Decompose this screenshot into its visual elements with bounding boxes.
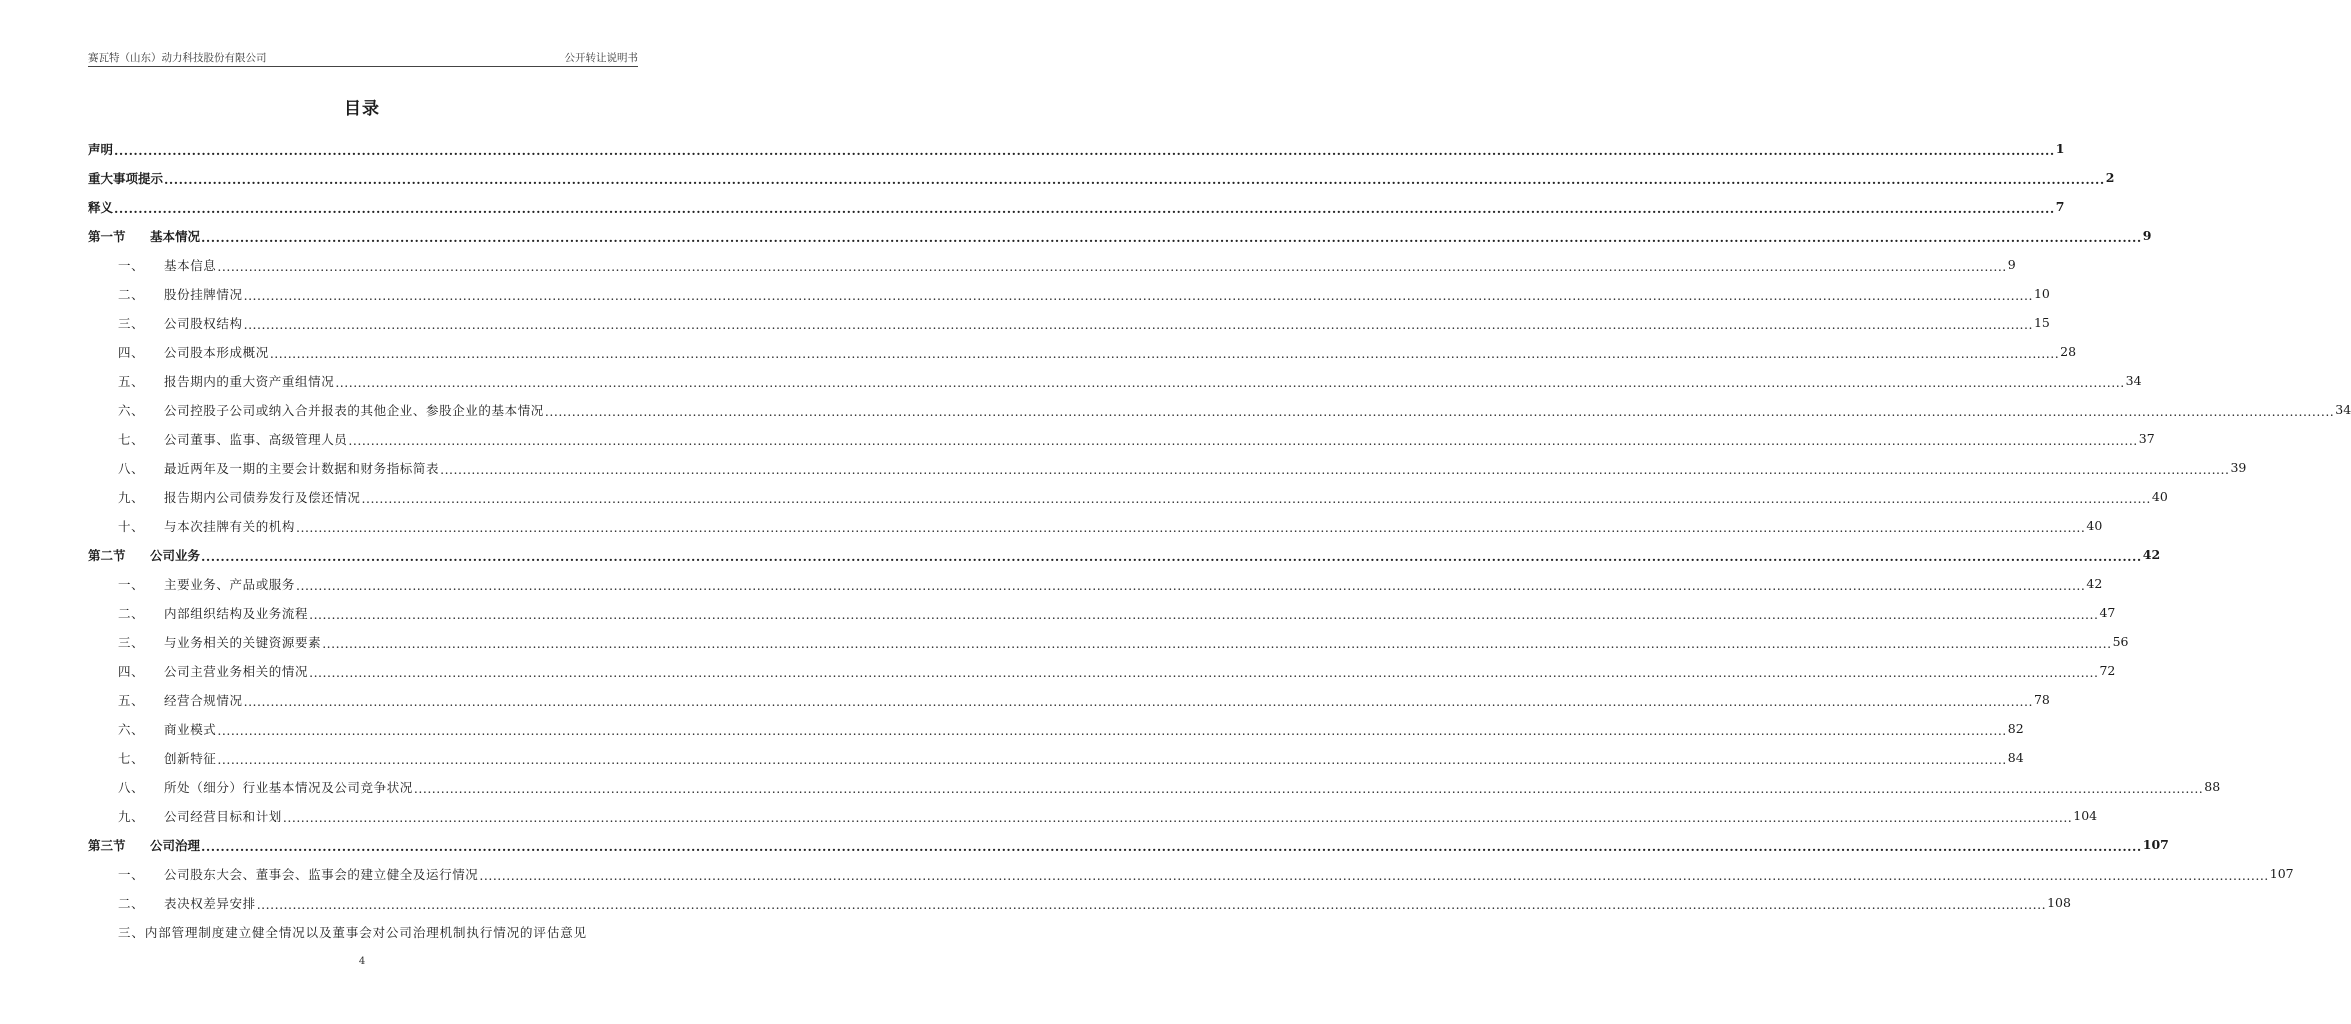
toc-entry-page: 82 bbox=[2007, 721, 2024, 736]
toc-entry[interactable] bbox=[88, 192, 2065, 221]
toc-entry-page: 56 bbox=[2112, 634, 2129, 649]
toc-entry-title: 商业模式 bbox=[164, 721, 217, 737]
toc-entry-page: 40 bbox=[2086, 518, 2103, 533]
toc-entry[interactable] bbox=[88, 424, 2155, 453]
toc-entry-page: 28 bbox=[2060, 344, 2077, 359]
toc-entry-title: 公司经营目标和计划 bbox=[164, 808, 282, 824]
toc-entry-number: 三、 bbox=[118, 315, 145, 331]
toc-entry-number: 二、 bbox=[118, 895, 145, 911]
toc-entry-number: 八、 bbox=[118, 460, 145, 476]
toc-entry-page: 34 bbox=[2335, 402, 2351, 417]
toc-entry-title: 公司业务 bbox=[150, 547, 201, 563]
toc-entry-number: 第三节 bbox=[88, 837, 126, 853]
toc-entry-number: 二、 bbox=[118, 286, 145, 302]
dot-leader: ................................................................................................................................................................................................................................................................................................................................................................................................................ bbox=[164, 172, 2105, 187]
toc-entry[interactable] bbox=[88, 859, 2294, 888]
toc-entry[interactable] bbox=[88, 569, 2103, 598]
toc-entry[interactable] bbox=[88, 482, 2168, 511]
dot-leader: ................................................................................................................................................................................................................................................................................................................................................................................................................ bbox=[269, 346, 2060, 361]
dot-leader: ................................................................................................................................................................................................................................................................................................................................................................................................................ bbox=[544, 404, 2335, 419]
toc-entry-title: 股份挂牌情况 bbox=[164, 286, 243, 302]
toc-entry-number: 三、 bbox=[118, 634, 145, 650]
toc-entry-page: 34 bbox=[2125, 373, 2142, 388]
toc-entry[interactable] bbox=[88, 250, 2016, 279]
dot-leader: ................................................................................................................................................................................................................................................................................................................................................................................................................ bbox=[348, 433, 2138, 448]
dot-leader: ................................................................................................................................................................................................................................................................................................................................................................................................................ bbox=[335, 375, 2125, 390]
toc-entry[interactable] bbox=[88, 511, 2103, 540]
dot-leader: ................................................................................................................................................................................................................................................................................................................................................................................................................ bbox=[217, 752, 2007, 767]
toc-entry-title: 公司主营业务相关的情况 bbox=[164, 663, 309, 679]
toc-entry-number: 一、 bbox=[118, 257, 145, 273]
toc-entry[interactable] bbox=[88, 540, 2161, 569]
toc-entry[interactable] bbox=[88, 743, 2024, 772]
toc-entry-number: 第一节 bbox=[88, 228, 126, 244]
toc-entry-page: 78 bbox=[2033, 692, 2050, 707]
dot-leader: ................................................................................................................................................................................................................................................................................................................................................................................................................ bbox=[361, 491, 2151, 506]
toc-entry-page: 47 bbox=[2099, 605, 2116, 620]
toc-entry-page: 88 bbox=[2204, 779, 2221, 794]
dot-leader: ................................................................................................................................................................................................................................................................................................................................................................................................................ bbox=[309, 607, 2099, 622]
toc-entry-title: 内部组织结构及业务流程 bbox=[164, 605, 309, 621]
toc-entry-title: 内部管理制度建立健全情况以及董事会对公司治理机制执行情况的评估意见 bbox=[144, 924, 588, 940]
toc-entry-title: 重大事项提示 bbox=[88, 170, 164, 186]
table-of-contents bbox=[88, 134, 2351, 946]
toc-entry-number: 五、 bbox=[118, 692, 145, 708]
toc-entry[interactable] bbox=[88, 801, 2098, 830]
toc-entry-page: 9 bbox=[2142, 228, 2152, 243]
dot-leader: ................................................................................................................................................................................................................................................................................................................................................................................................................ bbox=[413, 781, 2204, 796]
toc-entry-number: 四、 bbox=[118, 344, 145, 360]
dot-leader: ................................................................................................................................................................................................................................................................................................................................................................................................................ bbox=[282, 810, 2073, 825]
toc-entry-number: 八、 bbox=[118, 779, 145, 795]
dot-leader: ................................................................................................................................................................................................................................................................................................................................................................................................................ bbox=[114, 143, 2055, 158]
toc-entry-page: 37 bbox=[2138, 431, 2155, 446]
toc-entry-title: 创新特征 bbox=[164, 750, 217, 766]
toc-entry-title: 公司股东大会、董事会、监事会的建立健全及运行情况 bbox=[164, 866, 479, 882]
toc-entry-number: 一、 bbox=[118, 866, 145, 882]
toc-entry-number: 九、 bbox=[118, 489, 145, 505]
toc-entry-number: 七、 bbox=[118, 431, 145, 447]
page-number: 4 bbox=[358, 956, 366, 967]
dot-leader: ................................................................................................................................................................................................................................................................................................................................................................................................................ bbox=[296, 520, 2086, 535]
toc-entry-page: 108 bbox=[2047, 895, 2071, 910]
toc-entry-page: 42 bbox=[2086, 576, 2103, 591]
dot-leader: ................................................................................................................................................................................................................................................................................................................................................................................................................ bbox=[243, 317, 2033, 332]
toc-entry-page: 107 bbox=[2269, 866, 2294, 881]
toc-entry-title: 最近两年及一期的主要会计数据和财务指标简表 bbox=[164, 460, 440, 476]
toc-entry-page: 84 bbox=[2007, 750, 2024, 765]
toc-entry[interactable] bbox=[88, 714, 2024, 743]
toc-entry[interactable] bbox=[88, 395, 2351, 424]
toc-entry-page: 40 bbox=[2151, 489, 2168, 504]
dot-leader: ................................................................................................................................................................................................................................................................................................................................................................................................................ bbox=[114, 201, 2055, 216]
toc-entry-number: 七、 bbox=[118, 750, 145, 766]
toc-entry[interactable] bbox=[88, 337, 2077, 366]
toc-entry-number: 十、 bbox=[118, 518, 145, 534]
toc-entry-page: 104 bbox=[2073, 808, 2098, 823]
dot-leader: ................................................................................................................................................................................................................................................................................................................................................................................................................ bbox=[217, 723, 2007, 738]
dot-leader: ................................................................................................................................................................................................................................................................................................................................................................................................................ bbox=[440, 462, 2230, 477]
dot-leader: ................................................................................................................................................................................................................................................................................................................................................................................................................ bbox=[322, 636, 2112, 651]
toc-entry[interactable] bbox=[88, 366, 2142, 395]
toc-entry-title: 与本次挂牌有关的机构 bbox=[164, 518, 296, 534]
toc-entry-title: 所处（细分）行业基本情况及公司竞争状况 bbox=[164, 779, 413, 795]
toc-entry-page: 9 bbox=[2007, 257, 2016, 272]
toc-entry-title: 释义 bbox=[88, 199, 114, 215]
toc-entry[interactable] bbox=[88, 627, 2129, 656]
dot-leader: ................................................................................................................................................................................................................................................................................................................................................................................................................ bbox=[296, 578, 2086, 593]
toc-entry-page: 39 bbox=[2230, 460, 2247, 475]
dot-leader: ................................................................................................................................................................................................................................................................................................................................................................................................................ bbox=[201, 230, 2142, 245]
toc-entry-page: 2 bbox=[2105, 170, 2115, 185]
dot-leader: ................................................................................................................................................................................................................................................................................................................................................................................................................ bbox=[309, 665, 2099, 680]
toc-entry-title: 基本情况 bbox=[150, 228, 201, 244]
running-header bbox=[88, 46, 638, 67]
toc-entry-number: 五、 bbox=[118, 373, 145, 389]
dot-leader: ................................................................................................................................................................................................................................................................................................................................................................................................................ bbox=[256, 897, 2047, 912]
toc-entry[interactable] bbox=[88, 279, 2050, 308]
toc-entry-title: 报告期内的重大资产重组情况 bbox=[164, 373, 335, 389]
toc-entry-title: 与业务相关的关键资源要素 bbox=[164, 634, 322, 650]
toc-entry-page: 42 bbox=[2142, 547, 2161, 562]
toc-entry-number: 一、 bbox=[118, 576, 145, 592]
toc-entry-page: 72 bbox=[2099, 663, 2116, 678]
toc-entry[interactable] bbox=[88, 163, 2115, 192]
toc-entry-page: 1 bbox=[2055, 141, 2065, 156]
page-title: 目录 bbox=[344, 99, 380, 119]
toc-entry-number: 第二节 bbox=[88, 547, 126, 563]
toc-entry[interactable] bbox=[88, 685, 2050, 714]
toc-entry[interactable] bbox=[88, 598, 2116, 627]
toc-entry-page: 15 bbox=[2033, 315, 2050, 330]
toc-entry[interactable] bbox=[88, 134, 2065, 163]
toc-entry-title: 公司股本形成概况 bbox=[164, 344, 269, 360]
toc-entry-title: 公司董事、监事、高级管理人员 bbox=[164, 431, 348, 447]
company-name: 赛瓦特（山东）动力科技股份有限公司 bbox=[88, 52, 267, 64]
toc-entry-title: 公司治理 bbox=[150, 837, 201, 853]
dot-leader: ................................................................................................................................................................................................................................................................................................................................................................................................................ bbox=[243, 288, 2033, 303]
toc-entry-number: 九、 bbox=[118, 808, 145, 824]
toc-entry-number: 四、 bbox=[118, 663, 145, 679]
toc-entry[interactable] bbox=[88, 656, 2116, 685]
dot-leader: ................................................................................................................................................................................................................................................................................................................................................................................................................ bbox=[201, 839, 2142, 854]
toc-entry[interactable] bbox=[88, 917, 638, 946]
toc-entry[interactable] bbox=[88, 453, 2247, 482]
toc-entry[interactable] bbox=[88, 830, 2169, 859]
toc-entry-title: 声明 bbox=[88, 141, 114, 157]
toc-entry[interactable] bbox=[88, 888, 2071, 917]
dot-leader: ................................................................................................................................................................................................................................................................................................................................................................................................................ bbox=[479, 868, 2269, 883]
dot-leader: ................................................................................................................................................................................................................................................................................................................................................................................................................ bbox=[201, 549, 2142, 564]
toc-entry-title: 基本信息 bbox=[164, 257, 217, 273]
toc-entry-page: 10 bbox=[2033, 286, 2050, 301]
toc-entry-title: 报告期内公司债券发行及偿还情况 bbox=[164, 489, 361, 505]
toc-entry-number: 六、 bbox=[118, 402, 145, 418]
dot-leader: ................................................................................................................................................................................................................................................................................................................................................................................................................ bbox=[217, 259, 2007, 274]
toc-entry-title: 主要业务、产品或服务 bbox=[164, 576, 296, 592]
toc-entry-number: 六、 bbox=[118, 721, 145, 737]
toc-entry-number: 三、 bbox=[118, 924, 145, 940]
toc-entry-page: 107 bbox=[2142, 837, 2169, 852]
document-type: 公开转让说明书 bbox=[564, 52, 638, 64]
toc-entry[interactable] bbox=[88, 308, 2050, 337]
toc-entry-title: 经营合规情况 bbox=[164, 692, 243, 708]
dot-leader: ................................................................................................................................................................................................................................................................................................................................................................................................................ bbox=[243, 694, 2033, 709]
toc-entry-number: 二、 bbox=[118, 605, 145, 621]
toc-entry-title: 公司股权结构 bbox=[164, 315, 243, 331]
toc-entry-title: 表决权差异安排 bbox=[164, 895, 256, 911]
toc-entry-title: 公司控股子公司或纳入合并报表的其他企业、参股企业的基本情况 bbox=[164, 402, 544, 418]
toc-entry[interactable] bbox=[88, 221, 2152, 250]
toc-entry[interactable] bbox=[88, 772, 2221, 801]
toc-entry-page: 7 bbox=[2055, 199, 2065, 214]
